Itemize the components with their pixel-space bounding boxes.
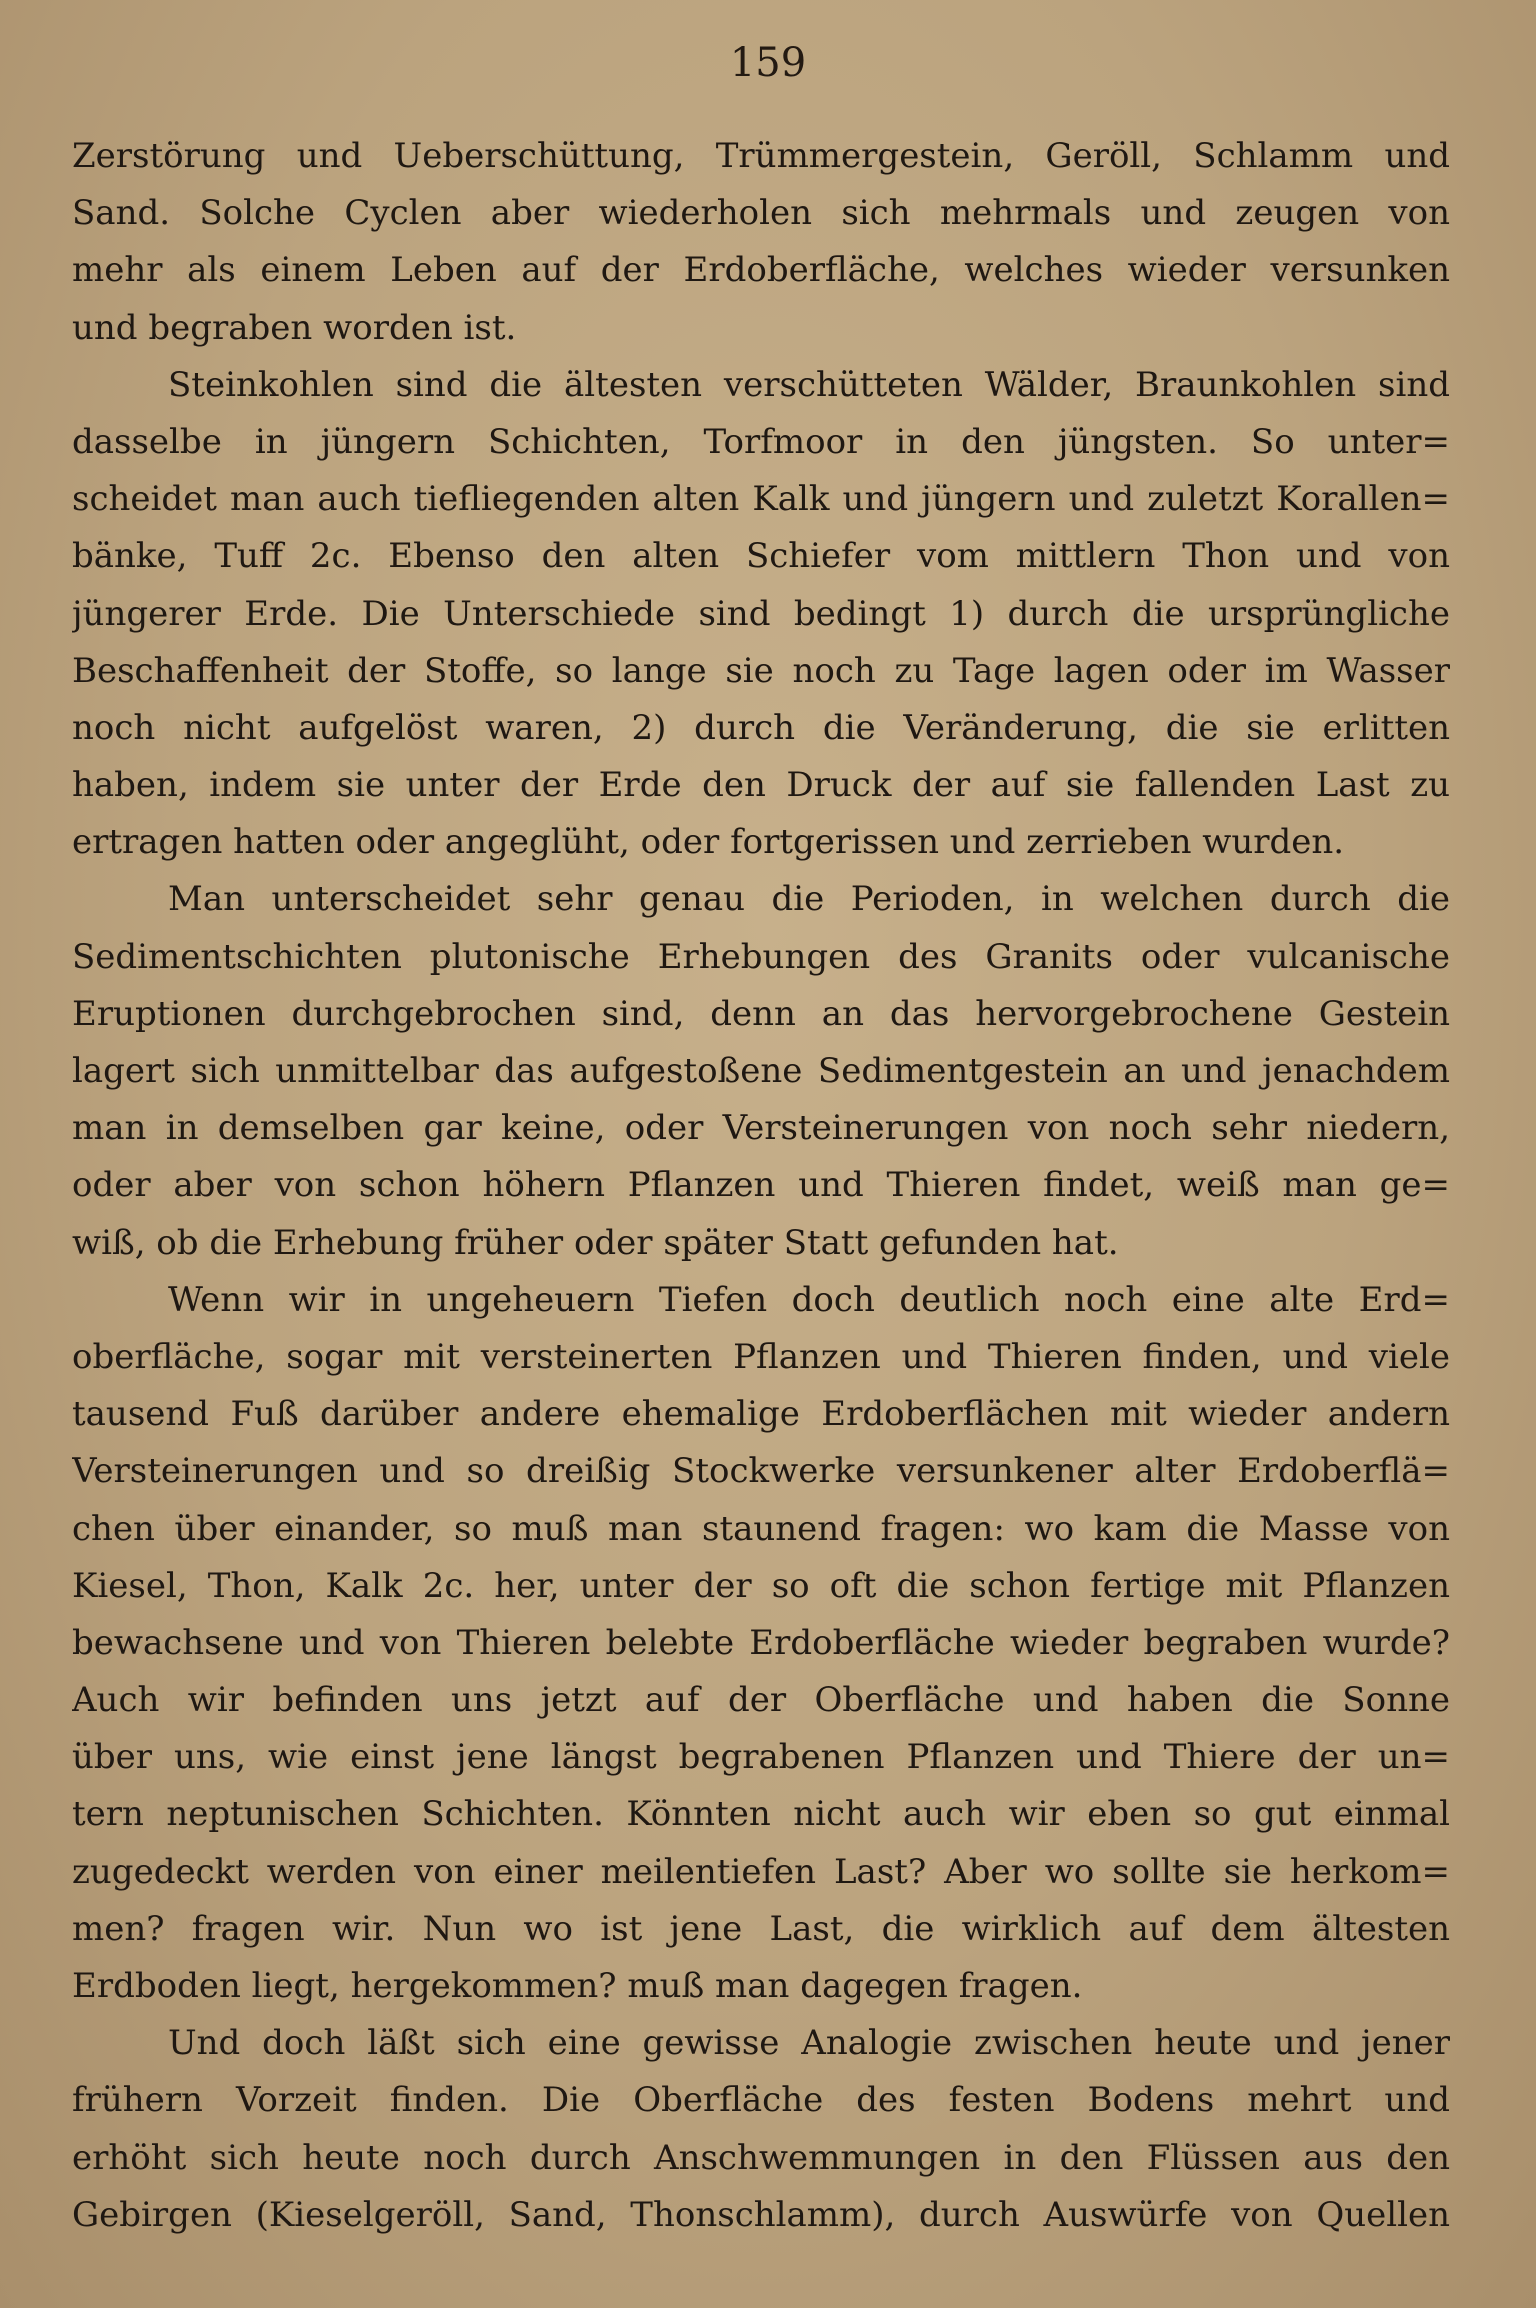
text-line: wiß, ob die Erhebung früher oder später Statt gefunden hat.	[72, 1222, 1119, 1263]
body-text	[72, 128, 1450, 2244]
text-line: über uns, wie einst jene längst begrabenen Pflanzen und Thiere der un=	[72, 1737, 1450, 1778]
text-line: Beschaffenheit der Stoffe, so lange sie noch zu Tage lagen oder im Wasser	[72, 650, 1450, 691]
text-line: oberfläche, sogar mit versteinerten Pflanzen und Thieren finden, und viele	[72, 1336, 1450, 1377]
text-line: bänke, Tuff 2c. Ebenso den alten Schiefer vom mittlern Thon und von	[72, 536, 1450, 577]
text-line: mehr als einem Leben auf der Erdoberfläche, welches wieder versunken	[72, 250, 1450, 291]
text-line: Sand. Solche Cyclen aber wiederholen sich mehrmals und zeugen von	[72, 193, 1450, 234]
text-line: men? fragen wir. Nun wo ist jene Last, die wirklich auf dem ältesten	[72, 1908, 1450, 1949]
text-line: Man unterscheidet sehr genau die Perioden, in welchen durch die	[168, 879, 1450, 920]
text-line: Steinkohlen sind die ältesten verschütteten Wälder, Braunkohlen sind	[168, 364, 1450, 405]
text-line: ertragen hatten oder angeglüht, oder fortgerissen und zerrieben wurden.	[72, 822, 1345, 863]
text-line: Eruptionen durchgebrochen sind, denn an das hervorgebrochene Gestein	[72, 993, 1450, 1034]
page-number: 159	[729, 40, 807, 86]
text-line: tausend Fuß darüber andere ehemalige Erdoberflächen mit wieder andern	[72, 1394, 1450, 1435]
text-line: noch nicht aufgelöst waren, 2) durch die Veränderung, die sie erlitten	[72, 707, 1450, 748]
text-line: Wenn wir in ungeheuern Tiefen doch deutlich noch eine alte Erd=	[168, 1279, 1450, 1320]
text-line: chen über einander, so muß man staunend fragen: wo kam die Masse von	[72, 1508, 1450, 1549]
text-line: Erdboden liegt, hergekommen? muß man dagegen fragen.	[72, 1966, 1083, 2006]
text-line: Sedimentschichten plutonische Erhebungen des Granits oder vulcanische	[72, 936, 1450, 977]
text-line: Und doch läßt sich eine gewisse Analogie zwischen heute und jener	[168, 2023, 1450, 2064]
text-line: lagert sich unmittelbar das aufgestoßene Sedimentgestein an und jenachdem	[72, 1051, 1450, 1091]
text-line: haben, indem sie unter der Erde den Druck der auf sie fallenden Last zu	[72, 765, 1450, 806]
text-line: dasselbe in jüngern Schichten, Torfmoor in den jüngsten. So unter=	[72, 421, 1450, 462]
text-line: erhöht sich heute noch durch Anschwemmungen in den Flüssen aus den	[72, 2137, 1450, 2178]
text-line: frühern Vorzeit finden. Die Oberfläche des festen Bodens mehrt und	[72, 2080, 1450, 2121]
text-line: Gebirgen (Kieselgeröll, Sand, Thonschlamm), durch Auswürfe von Quellen	[72, 2194, 1450, 2235]
text-line: man in demselben gar keine, oder Versteinerungen von noch sehr niedern,	[72, 1108, 1450, 1149]
text-line: zugedeckt werden von einer meilentiefen Last? Aber wo sollte sie herkom=	[72, 1851, 1450, 1892]
text-line: jüngerer Erde. Die Unterschiede sind bedingt 1) durch die ursprüngliche	[72, 593, 1450, 634]
text-line: tern neptunischen Schichten. Könnten nicht auch wir eben so gut einmal	[72, 1794, 1450, 1835]
text-line: scheidet man auch tiefliegenden alten Kalk und jüngern und zuletzt Korallen=	[72, 479, 1450, 520]
text-line: oder aber von schon höhern Pflanzen und Thieren findet, weiß man ge=	[72, 1165, 1450, 1206]
text-line: und begraben worden ist.	[72, 307, 517, 348]
text-line: bewachsene und von Thieren belebte Erdoberfläche wieder begraben wurde?	[72, 1622, 1450, 1663]
text-line: Kiesel, Thon, Kalk 2c. her, unter der so oft die schon fertige mit Pflanzen	[72, 1565, 1450, 1606]
text-line: Zerstörung und Ueberschüttung, Trümmergestein, Geröll, Schlamm und	[72, 136, 1450, 176]
text-line: Auch wir befinden uns jetzt auf der Oberfläche und haben die Sonne	[72, 1680, 1450, 1721]
text-line: Versteinerungen und so dreißig Stockwerke versunkener alter Erdoberflä=	[72, 1451, 1450, 1492]
